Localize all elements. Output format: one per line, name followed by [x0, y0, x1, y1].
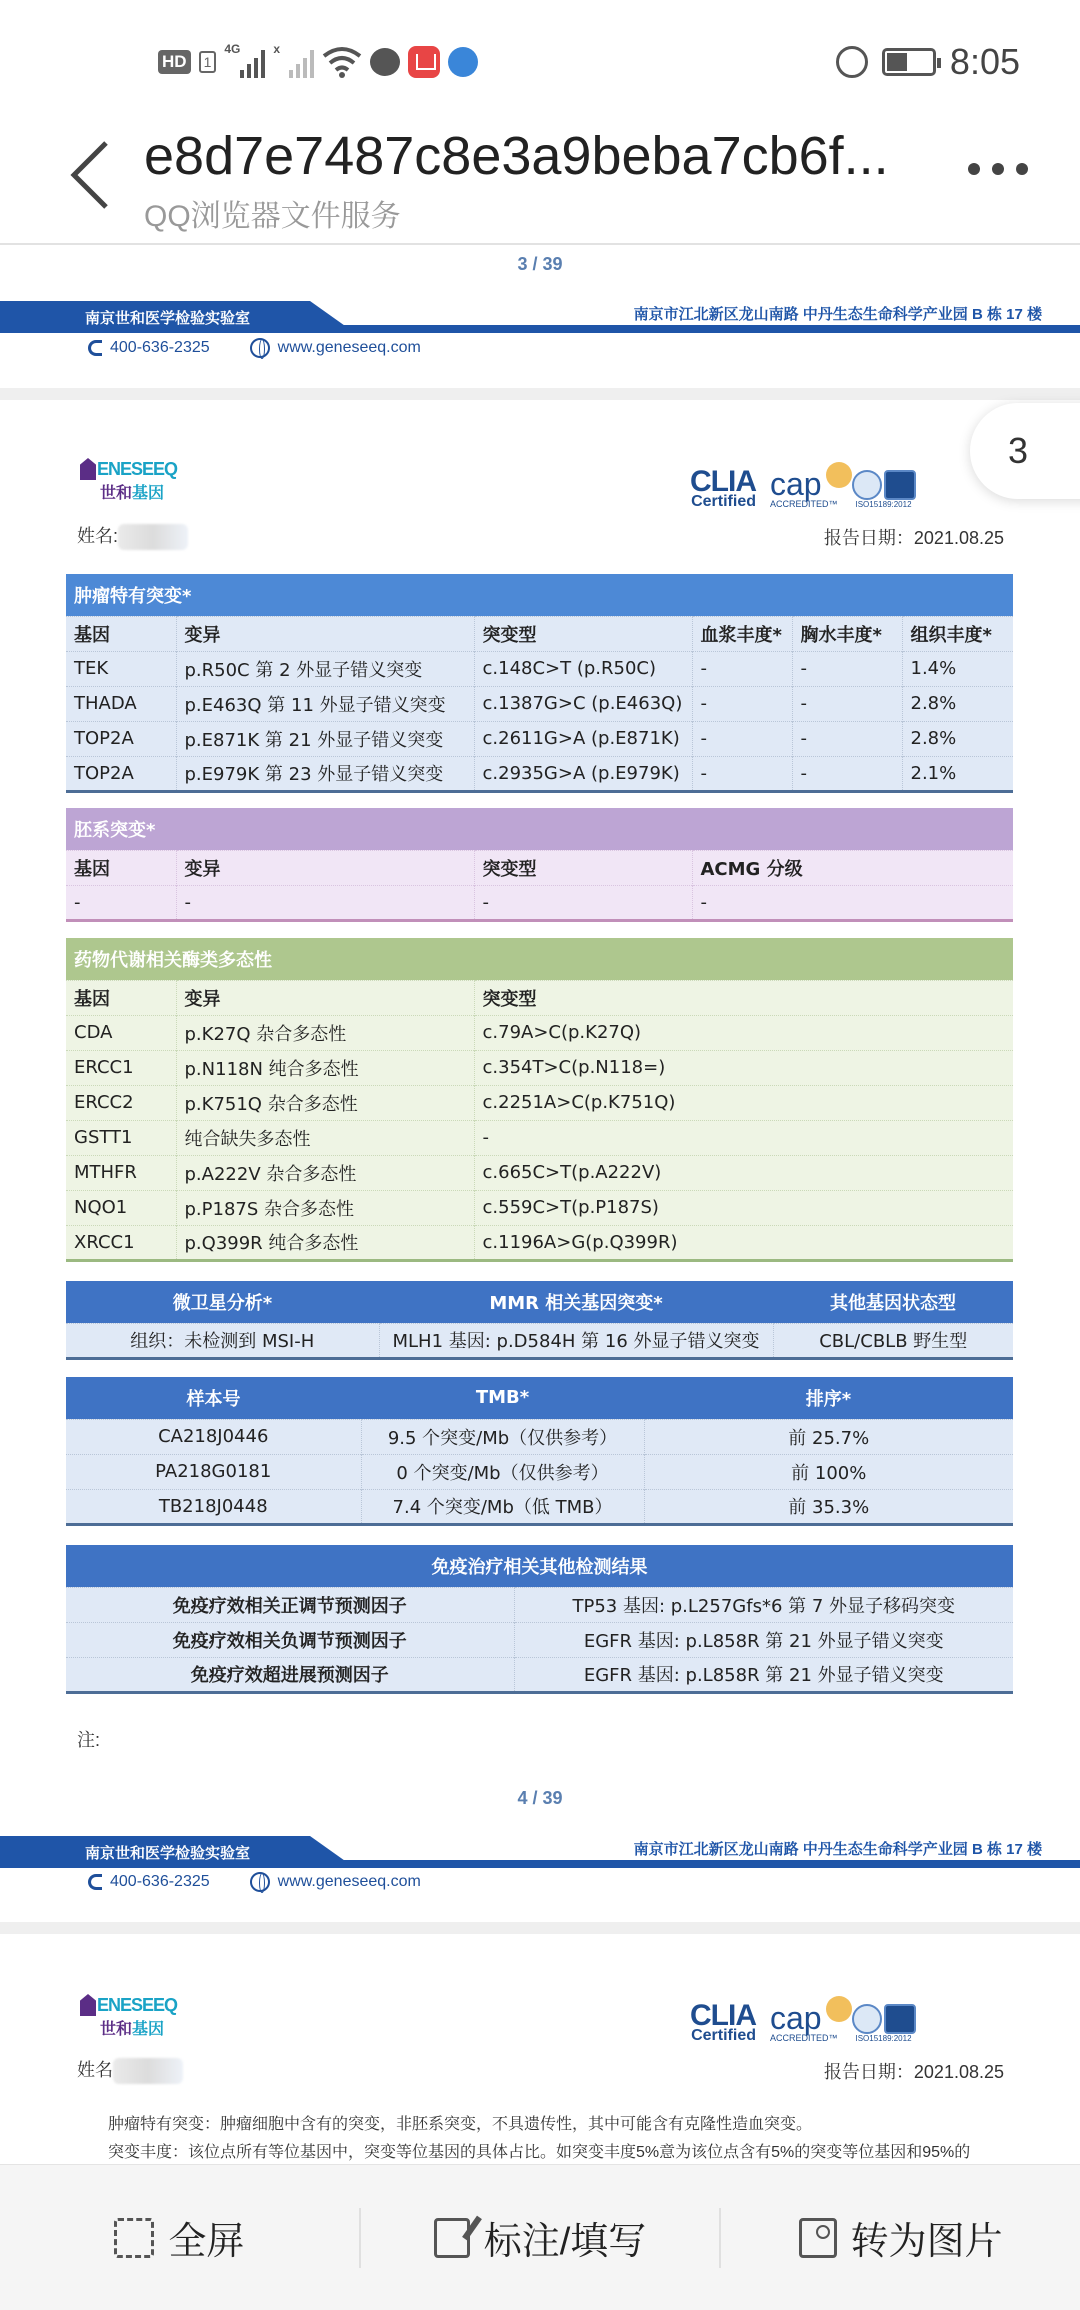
column-header: 变异 — [176, 616, 474, 651]
lab-name: 南京世和医学检验实验室 — [85, 310, 251, 327]
globe-icon — [250, 1872, 270, 1892]
document-subtitle: QQ浏览器文件服务 — [144, 200, 401, 233]
cap-logo: cap ACCREDITED™ — [770, 468, 838, 509]
clia-logo: CLIA Certified — [690, 1999, 756, 2044]
table-row: NQO1 p.P187S 杂合多态性 c.559C>T(p.P187S) — [66, 1190, 1013, 1225]
lab-address: 南京市江北新区龙山南路 中丹生态生命科学产业园 B 栋 17 楼 — [633, 306, 1042, 323]
geneseeq-logo: ENESEEQ 世和基因 — [80, 1994, 180, 2044]
page-number: 3 / 39 — [517, 254, 563, 274]
table-title: 药物代谢相关酶类多态性 — [66, 938, 1013, 980]
table-title: 胚系突变* — [66, 808, 1013, 850]
column-header: 变异 — [176, 850, 474, 885]
msi-mmr-table — [66, 1281, 1013, 1360]
column-header: 组织丰度* — [902, 616, 1013, 651]
column-header: 基因 — [66, 850, 176, 885]
column-header: 变异 — [176, 980, 474, 1015]
more-options-button[interactable] — [968, 163, 1028, 175]
immunotherapy-table — [66, 1545, 1013, 1694]
table-row: TOP2A p.E871K 第 21 外显子错义突变 c.2611G>A (p.E871K) - - 2.8% — [66, 721, 1013, 756]
table-row: PA218G0181 0 个突变/Mb（仅供参考） 前 100% — [66, 1454, 1013, 1489]
title-bar — [0, 125, 1080, 245]
column-header: 胸水丰度* — [792, 616, 902, 651]
table-row: TB218J0448 7.4 个突变/Mb（低 TMB） 前 35.3% — [66, 1489, 1013, 1524]
iso-logo: ISO15189:2012 — [852, 2004, 916, 2043]
redacted-name — [113, 2058, 183, 2084]
page-footer-band — [0, 1836, 1080, 1868]
table-row: XRCC1 p.Q399R 纯合多态性 c.1196A>G(p.Q399R) — [66, 1225, 1013, 1260]
document-viewer[interactable] — [0, 246, 1080, 2164]
page-separator — [0, 1922, 1080, 1934]
germline-mutation-table — [66, 808, 1013, 922]
table-row: TEK p.R50C 第 2 外显子错义突变 c.148C>T (p.R50C) - - 1.4% — [66, 651, 1013, 686]
table-row: 组织：未检测到 MSI-H MLH1 基因: p.D584H 第 16 外显子错义突变 CBL/CBLB 野生型 — [66, 1323, 1013, 1358]
column-header: 突变型 — [474, 850, 692, 885]
column-header: 其他基因状态型 — [773, 1281, 1013, 1323]
chat-bubble-icon — [370, 48, 400, 76]
column-header: 突变型 — [474, 980, 1013, 1015]
table-row: GSTT1 纯合缺失多态性 - — [66, 1120, 1013, 1155]
table-row: ERCC1 p.N118N 纯合多态性 c.354T>C(p.N118=) — [66, 1050, 1013, 1085]
table-row: ERCC2 p.K751Q 杂合多态性 c.2251A>C(p.K751Q) — [66, 1085, 1013, 1120]
geneseeq-logo: ENESEEQ 世和基因 — [80, 458, 180, 508]
table-row: TOP2A p.E979K 第 23 外显子错义突变 c.2935G>A (p.E979K) - - 2.1% — [66, 756, 1013, 791]
column-header: 微卫星分析* — [66, 1281, 379, 1323]
wifi-icon — [322, 46, 362, 78]
column-header: TMB* — [361, 1377, 644, 1419]
iso-logo: ISO15189:2012 — [852, 470, 916, 509]
footer-contact: 400-636-2325 www.geneseeq.com — [88, 338, 421, 358]
column-header: ACMG 分级 — [692, 850, 1013, 885]
book-app-icon — [408, 46, 440, 78]
more-dots-icon — [968, 163, 980, 175]
browser-globe-icon — [448, 47, 478, 77]
edit-pencil-icon — [434, 2218, 470, 2258]
certification-logos — [690, 1999, 916, 2044]
battery-icon — [882, 48, 936, 76]
signal-4g-icon: 4G — [224, 46, 265, 78]
column-header: MMR 相关基因突变* — [379, 1281, 773, 1323]
definition-paragraph: 突变丰度：该位点所有等位基因中，突变等位基因的具体占比。如突变丰度5%意为该位点含有5%的突变等位基因和95%的 — [108, 2144, 971, 2161]
table-row: THADA p.E463Q 第 11 外显子错义突变 c.1387G>C (p.E463Q) - - 2.8% — [66, 686, 1013, 721]
globe-icon — [250, 338, 270, 358]
lab-address: 南京市江北新区龙山南路 中丹生态生命科学产业园 B 栋 17 楼 — [633, 1841, 1042, 1858]
annotate-button[interactable]: 标注/填写 — [359, 2208, 720, 2268]
sim-1-icon: 1 — [199, 51, 217, 73]
patient-name: 姓名 — [77, 2056, 183, 2084]
column-header: 突变型 — [474, 616, 692, 651]
image-convert-icon — [799, 2218, 837, 2258]
bottom-toolbar — [0, 2164, 1080, 2310]
table-row: CA218J0446 9.5 个突变/Mb（仅供参考） 前 25.7% — [66, 1419, 1013, 1454]
tmb-table — [66, 1377, 1013, 1526]
column-header: 样本号 — [66, 1377, 361, 1419]
patient-name: 姓名: — [77, 522, 188, 550]
signal-no-service-icon: x — [273, 46, 314, 78]
hd-icon: HD — [158, 50, 191, 74]
lab-name: 南京世和医学检验实验室 — [85, 1845, 251, 1862]
table-row: MTHFR p.A222V 杂合多态性 c.665C>T(p.A222V) — [66, 1155, 1013, 1190]
redacted-name — [118, 524, 188, 550]
column-header: 基因 — [66, 616, 176, 651]
fullscreen-button[interactable]: 全屏 — [0, 2208, 359, 2268]
table-row: 免疫疗效相关正调节预测因子 TP53 基因: p.L257Gfs*6 第 7 外显子移码突变 — [66, 1587, 1013, 1622]
status-bar — [0, 0, 1080, 125]
page-number: 4 / 39 — [517, 1788, 563, 1808]
table-title: 免疫治疗相关其他检测结果 — [66, 1545, 1013, 1587]
note-label: 注: — [77, 1730, 101, 1750]
table-row: - - - - — [66, 885, 1013, 920]
convert-to-image-button[interactable]: 转为图片 — [719, 2208, 1080, 2268]
footer-contact: 400-636-2325 www.geneseeq.com — [88, 1872, 421, 1892]
clock-time: 8:05 — [949, 41, 1020, 82]
table-row: CDA p.K27Q 杂合多态性 c.79A>C(p.K27Q) — [66, 1015, 1013, 1050]
alarm-icon — [836, 46, 868, 78]
tumor-mutation-table — [66, 574, 1013, 793]
table-row: 免疫疗效超进展预测因子 EGFR 基因: p.L858R 第 21 外显子错义突变 — [66, 1657, 1013, 1692]
clia-logo: CLIA Certified — [690, 465, 756, 510]
back-arrow-icon[interactable] — [60, 135, 120, 215]
report-date: 报告日期：2021.08.25 — [823, 2062, 1004, 2082]
fullscreen-icon — [114, 2218, 154, 2258]
column-header: 血浆丰度* — [692, 616, 792, 651]
definition-paragraph: 肿瘤特有突变：肿瘤细胞中含有的突变，非胚系突变，不具遗传性，其中可能含有克隆性造血突变。 — [108, 2116, 813, 2133]
table-row: 免疫疗效相关负调节预测因子 EGFR 基因: p.L858R 第 21 外显子错义突变 — [66, 1622, 1013, 1657]
table-title: 肿瘤特有突变* — [66, 574, 1013, 616]
phone-icon — [88, 340, 102, 356]
page-separator — [0, 388, 1080, 400]
cap-logo: cap ACCREDITED™ — [770, 2002, 838, 2043]
certification-logos — [690, 465, 916, 510]
phone-icon — [88, 1874, 102, 1890]
column-header: 排序* — [644, 1377, 1013, 1419]
document-title: e8d7e7487c8e3a9beba7cb6f... — [144, 126, 889, 186]
page-footer-band — [0, 301, 1080, 333]
drug-metabolism-table — [66, 938, 1013, 1262]
column-header: 基因 — [66, 980, 176, 1015]
report-date: 报告日期：2021.08.25 — [823, 528, 1004, 548]
page-indicator-bubble[interactable]: 3 — [970, 403, 1080, 499]
